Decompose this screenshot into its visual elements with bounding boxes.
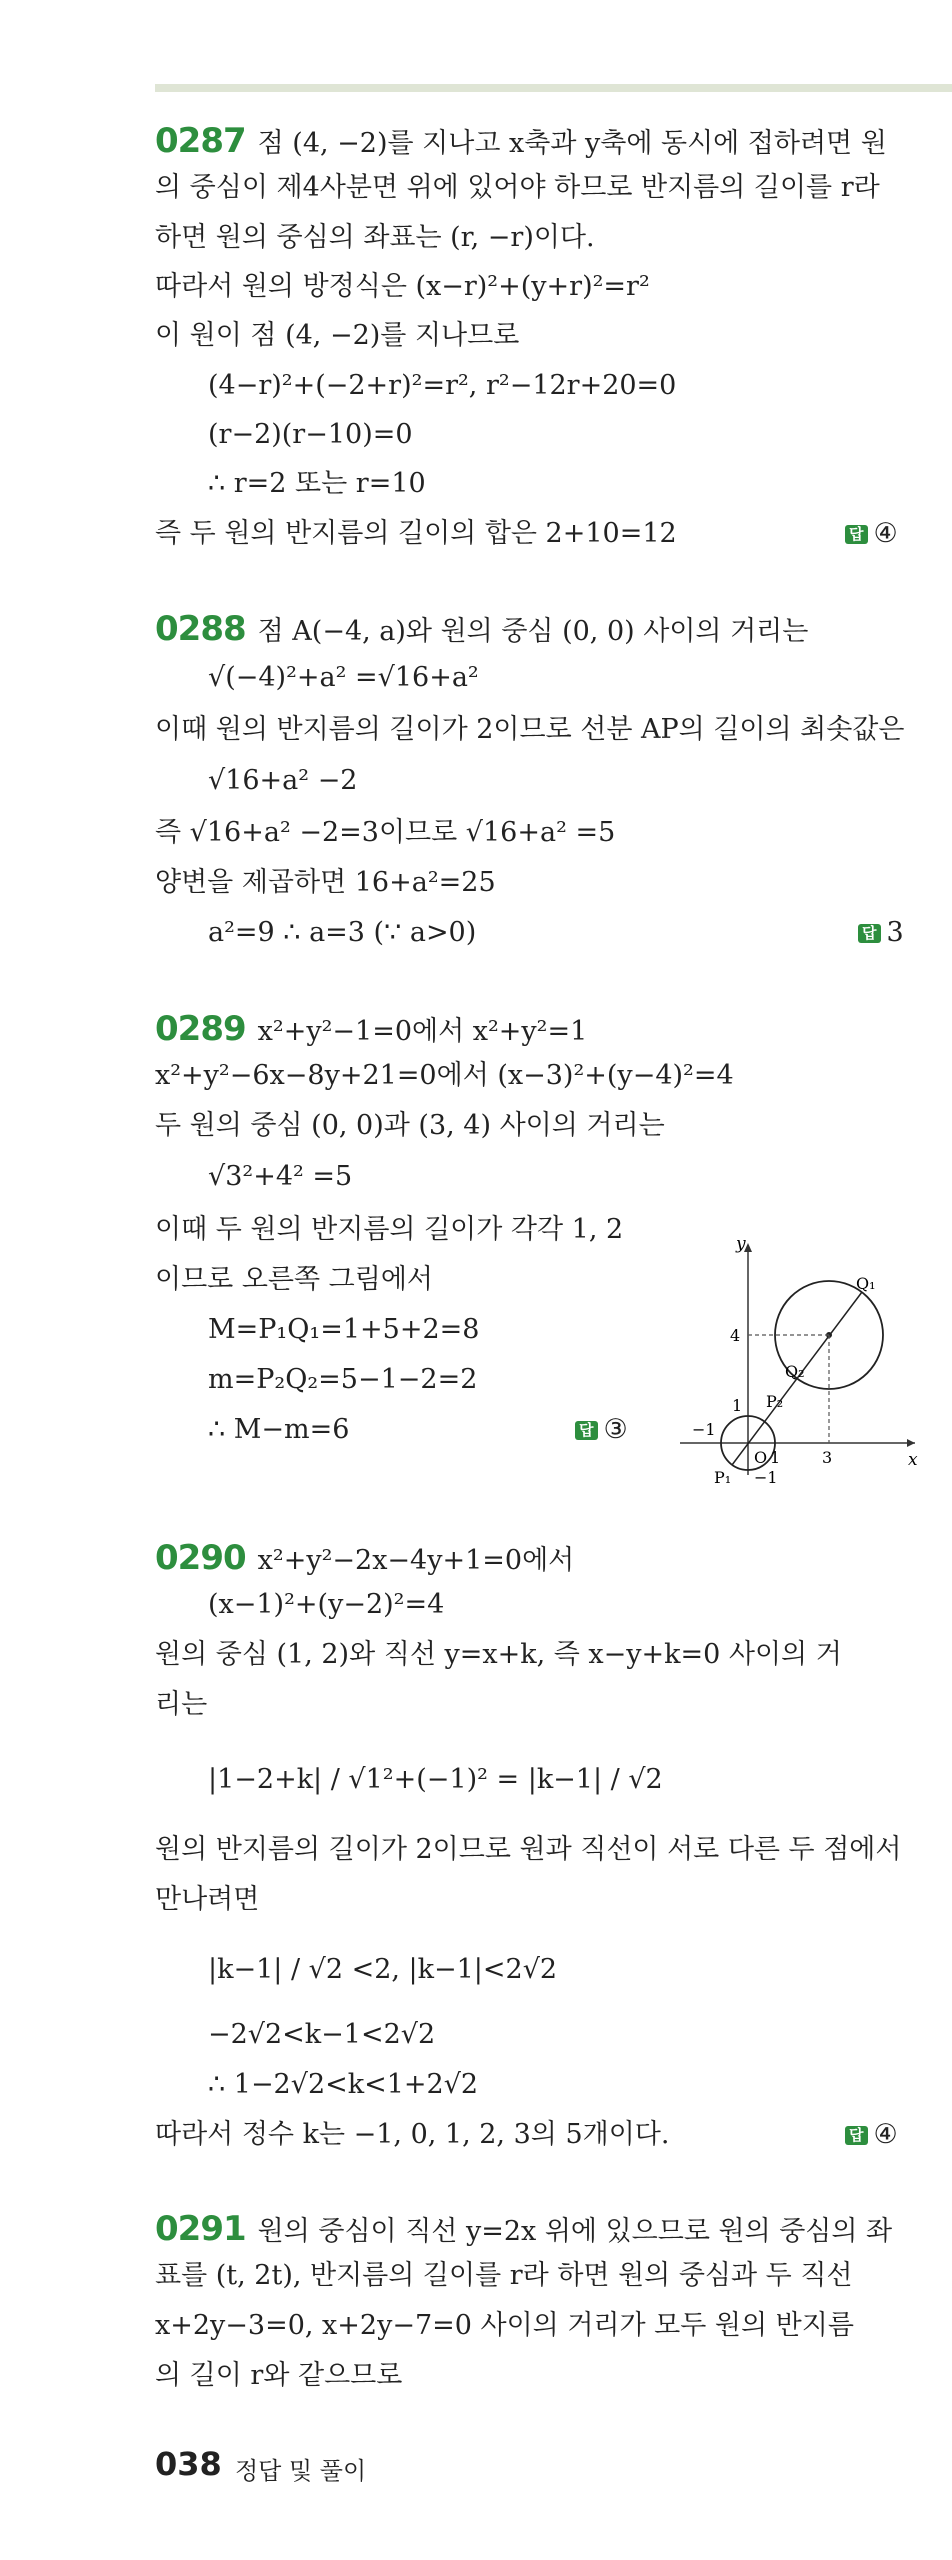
problem-0290-start bbox=[155, 1538, 575, 1578]
line-text: 양변을 제곱하면 16+a²=25 bbox=[155, 867, 496, 898]
label-o: O bbox=[754, 1448, 768, 1467]
line-text: x²+y²−1=0에서 x²+y²=1 bbox=[257, 1016, 588, 1047]
solution-line bbox=[155, 2362, 402, 2389]
solution-line bbox=[155, 322, 519, 349]
label-minus1-x: −1 bbox=[692, 1420, 716, 1439]
solution-line bbox=[208, 1416, 349, 1443]
solution-line bbox=[155, 1691, 207, 1718]
line-text: M=P₁Q₁=1+5+2=8 bbox=[208, 1314, 480, 1345]
solution-line bbox=[208, 919, 476, 946]
label-x: x bbox=[908, 1450, 918, 1470]
line-text: (x−1)²+(y−2)²=4 bbox=[208, 1589, 445, 1620]
solution-line bbox=[155, 2312, 854, 2339]
problem-0289-start bbox=[155, 1009, 588, 1049]
answer-value: ④ bbox=[873, 518, 898, 549]
problem-number: 0290 bbox=[155, 1538, 246, 1578]
line-text: ∴ r=2 또는 r=10 bbox=[208, 468, 426, 499]
problem-0288-start bbox=[155, 609, 809, 649]
solution-line bbox=[155, 224, 595, 251]
circles-figure bbox=[670, 1225, 920, 1485]
problem-0291-start bbox=[155, 2209, 893, 2249]
line-text: 따라서 원의 방정식은 (x−r)²+(y+r)²=r² bbox=[155, 271, 650, 302]
solution-line bbox=[155, 2121, 669, 2148]
answer-mark bbox=[845, 520, 898, 547]
line-text: x+2y−3=0, x+2y−7=0 사이의 거리가 모두 원의 반지름 bbox=[155, 2310, 854, 2341]
solution-line bbox=[155, 1112, 665, 1139]
line-text: m=P₂Q₂=5−1−2=2 bbox=[208, 1364, 478, 1395]
answer-mark bbox=[858, 919, 904, 946]
line-text: 의 길이 r와 같으므로 bbox=[155, 2360, 403, 2391]
line-text: 원의 반지름의 길이가 2이므로 원과 직선이 서로 다른 두 점에서 bbox=[155, 1834, 902, 1865]
line-text: 이므로 오른쪽 그림에서 bbox=[155, 1264, 433, 1295]
line-text: ∴ 1−2√2<k<1+2√2 bbox=[208, 2069, 479, 2100]
solution-line bbox=[155, 1062, 734, 1089]
solution-line bbox=[155, 1216, 623, 1243]
solution-line bbox=[208, 664, 479, 691]
line-text: 따라서 정수 k는 −1, 0, 1, 2, 3의 5개이다. bbox=[155, 2119, 670, 2150]
label-p1: P₁ bbox=[714, 1468, 732, 1485]
answer-mark bbox=[845, 2121, 898, 2148]
line-text: 이때 원의 반지름의 길이가 2이므로 선분 AP의 길이의 최솟값은 bbox=[155, 714, 905, 745]
solution-line bbox=[208, 1163, 352, 1190]
solution-line bbox=[208, 2021, 435, 2048]
label-3: 3 bbox=[822, 1448, 833, 1467]
problem-0287-start bbox=[155, 121, 887, 161]
answer-value: ④ bbox=[873, 2119, 898, 2150]
solution-line bbox=[155, 273, 650, 300]
line-text: x²+y²−2x−4y+1=0에서 bbox=[257, 1545, 575, 1576]
label-1-x: 1 bbox=[770, 1448, 781, 1467]
page-section-title: 정답 및 풀이 bbox=[235, 2457, 367, 2485]
line-text: √(−4)²+a² =√16+a² bbox=[208, 662, 479, 693]
label-q1: Q₁ bbox=[856, 1274, 876, 1293]
line-text: 두 원의 중심 (0, 0)과 (3, 4) 사이의 거리는 bbox=[155, 1110, 665, 1141]
line-text: (r−2)(r−10)=0 bbox=[208, 419, 413, 450]
label-y: y bbox=[736, 1234, 746, 1254]
solution-line bbox=[208, 2071, 478, 2098]
label-1-y: 1 bbox=[732, 1396, 743, 1415]
line-text: 즉 두 원의 반지름의 길이의 합은 2+10=12 bbox=[155, 518, 677, 549]
line-text: −2√2<k−1<2√2 bbox=[208, 2019, 436, 2050]
line-text: 이 원이 점 (4, −2)를 지나므로 bbox=[155, 320, 520, 351]
answer-badge: 답 bbox=[845, 525, 868, 544]
line-text: |1−2+k| / √1²+(−1)² = |k−1| / √2 bbox=[208, 1764, 663, 1795]
line-text: 점 (4, −2)를 지나고 x축과 y축에 동시에 접하려면 원 bbox=[257, 128, 887, 159]
solution-line bbox=[155, 174, 880, 201]
solution-line bbox=[208, 1766, 663, 1793]
line-text: 하면 원의 중심의 좌표는 (r, −r)이다. bbox=[155, 222, 595, 253]
line-text: ∴ M−m=6 bbox=[208, 1414, 350, 1445]
solution-line bbox=[208, 421, 413, 448]
line-text: 원의 중심이 직선 y=2x 위에 있으므로 원의 중심의 좌 bbox=[257, 2216, 893, 2247]
solution-line bbox=[208, 1366, 477, 1393]
label-minus1-y: −1 bbox=[754, 1468, 778, 1485]
line-text: a²=9 ∴ a=3 (∵ a>0) bbox=[208, 917, 477, 948]
solution-line bbox=[155, 1886, 259, 1913]
solution-line bbox=[155, 869, 496, 896]
solution-line bbox=[208, 1591, 444, 1618]
problem-number: 0289 bbox=[155, 1009, 246, 1049]
label-q2: Q₂ bbox=[785, 1362, 805, 1381]
line-text: |k−1| / √2 <2, |k−1|<2√2 bbox=[208, 1954, 558, 1985]
line-text: 점 A(−4, a)와 원의 중심 (0, 0) 사이의 거리는 bbox=[257, 616, 809, 647]
solution-line bbox=[155, 520, 677, 547]
answer-badge: 답 bbox=[858, 924, 881, 943]
solution-line bbox=[155, 716, 904, 743]
answer-value: 3 bbox=[886, 917, 904, 948]
line-text: 원의 중심 (1, 2)와 직선 y=x+k, 즉 x−y+k=0 사이의 거 bbox=[155, 1639, 842, 1670]
line-text: (4−r)²+(−2+r)²=r², r²−12r+20=0 bbox=[208, 370, 677, 401]
solution-line bbox=[208, 767, 358, 794]
line-text: 의 중심이 제4사분면 위에 있어야 하므로 반지름의 길이를 r라 bbox=[155, 172, 880, 203]
answer-badge: 답 bbox=[575, 1421, 598, 1440]
page-number: 038 bbox=[155, 2445, 222, 2483]
line-text: √3²+4² =5 bbox=[208, 1161, 353, 1192]
answer-value: ③ bbox=[603, 1414, 628, 1445]
solution-line bbox=[155, 819, 615, 846]
line-text: 즉 √16+a² −2=3이므로 √16+a² =5 bbox=[155, 817, 616, 848]
line-text: 표를 (t, 2t), 반지름의 길이를 r라 하면 원의 중심과 두 직선 bbox=[155, 2260, 853, 2291]
solution-line bbox=[208, 372, 676, 399]
line-text: 이때 두 원의 반지름의 길이가 각각 1, 2 bbox=[155, 1214, 624, 1245]
line-text: √16+a² −2 bbox=[208, 765, 358, 796]
top-rule bbox=[155, 84, 952, 92]
solution-line bbox=[155, 1836, 901, 1863]
problem-number: 0291 bbox=[155, 2209, 246, 2249]
solution-line bbox=[155, 1641, 842, 1668]
solution-line bbox=[155, 2262, 852, 2289]
problem-number: 0288 bbox=[155, 609, 246, 649]
answer-badge: 답 bbox=[845, 2126, 868, 2145]
solution-line bbox=[155, 1266, 433, 1293]
solution-line bbox=[208, 1956, 557, 1983]
solution-line bbox=[208, 1316, 479, 1343]
solution-line bbox=[208, 470, 426, 497]
label-p2: P₂ bbox=[766, 1392, 784, 1411]
answer-mark bbox=[575, 1416, 628, 1443]
line-text: x²+y²−6x−8y+21=0에서 (x−3)²+(y−4)²=4 bbox=[155, 1060, 734, 1091]
problem-number: 0287 bbox=[155, 121, 246, 161]
line-text: 만나려면 bbox=[155, 1884, 260, 1915]
label-4: 4 bbox=[730, 1326, 741, 1345]
line-text: 리는 bbox=[155, 1689, 208, 1720]
